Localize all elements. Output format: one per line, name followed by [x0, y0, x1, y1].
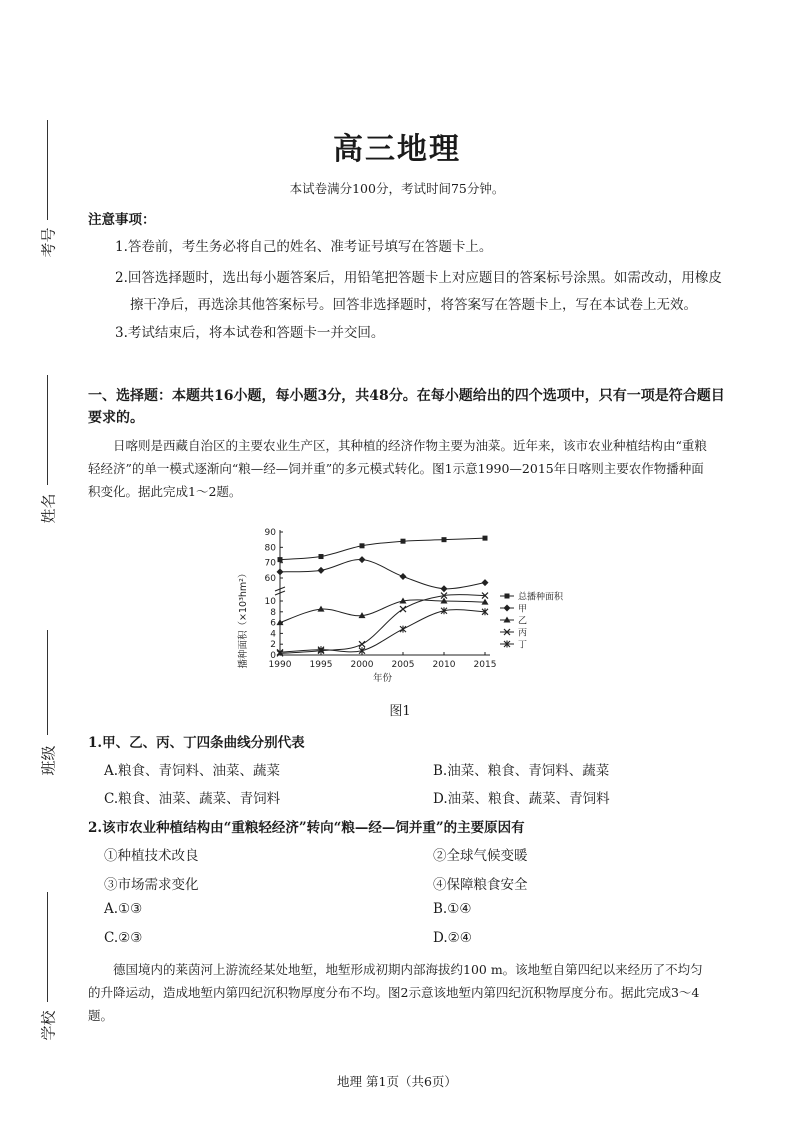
class-label: 班级 — [39, 745, 58, 776]
exam-info: 本试卷满分100分，考试时间75分钟。 — [289, 181, 505, 196]
x-axis-label: 年份 — [372, 673, 393, 684]
series-line-5 — [280, 610, 485, 653]
data-point — [400, 626, 406, 633]
y-tick-label: 90 — [264, 528, 276, 538]
y-tick-label: 8 — [270, 607, 276, 618]
section-heading: 一、选择题：本题共16小题，每小题3分，共48分。在每小题给出的四个选项中，只有一项是符合题目要求的。 — [88, 388, 725, 426]
notice-item-1: 1.答卷前，考生务必将自己的姓名、准考证号填写在答题卡上。 — [115, 239, 493, 255]
legend-label: 甲 — [518, 604, 528, 615]
series-line-4 — [280, 595, 485, 654]
q2-option-b: B.①④ — [433, 901, 472, 917]
name-label: 姓名 — [39, 493, 58, 524]
name-line — [47, 375, 48, 485]
y-axis-label: 播种面积（×10³hm²） — [238, 568, 249, 669]
data-point — [482, 579, 489, 586]
x-tick-label: 1995 — [309, 660, 333, 670]
data-point — [400, 573, 407, 580]
q2-option-a: A.①③ — [104, 901, 143, 917]
y-tick-label: 2 — [270, 640, 276, 651]
q1-option-a: A.粮食、青饲料、油菜、蔬菜 — [104, 763, 281, 779]
figure-1-chart — [230, 528, 580, 688]
y-tick-label: 4 — [270, 629, 276, 640]
q2-item-4: ④保障粮食安全 — [433, 877, 528, 893]
passage-2: 德国境内的莱茵河上游流经某处地堑，地堑形成初期内部海拔约100 m。该地堑自第四纪以来经历了不均匀的升降运动，造成地堑内第四纪沉积物厚度分布不均。图2示意该地堑内第四纪沉积物厚度分布。据此完成3～4题。 — [88, 962, 703, 1023]
q2-item-1: ①种植技术改良 — [104, 848, 199, 864]
x-tick-label: 2010 — [432, 660, 456, 670]
q1-option-d: D.油菜、粮食、蔬菜、青饲料 — [433, 791, 610, 807]
notice-item-2-cont: 擦干净后，再选涂其他答案标号。回答非选择题时，将答案写在答题卡上，写在本试卷上无效。 — [130, 297, 697, 313]
class-line — [47, 630, 48, 735]
question-2-stem: 2.该市农业种植结构由“重粮轻经济”转向“粮—经—饲并重”的主要原因有 — [88, 820, 525, 836]
x-tick-label: 2015 — [473, 660, 497, 670]
x-tick-label: 2005 — [391, 660, 415, 670]
q1-option-c: C.粮食、油菜、蔬菜、青饲料 — [104, 791, 281, 807]
y-tick-label: 0 — [270, 651, 276, 661]
data-point — [483, 536, 488, 541]
series-line-3 — [280, 600, 485, 623]
exam-no-label: 考号 — [39, 227, 58, 258]
notice-item-2: 2.回答选择题时，选出每小题答案后，用铅笔把答题卡上对应题目的答案标号涂黑。如需改动，用橡皮 — [115, 270, 722, 286]
question-1-stem: 1.甲、乙、丙、丁四条曲线分别代表 — [88, 735, 305, 751]
data-point — [359, 641, 365, 647]
legend-label: 总播种面积 — [518, 592, 564, 603]
legend-label: 乙 — [518, 616, 528, 627]
page-footer: 地理 第1页（共6页） — [337, 1074, 457, 1089]
q1-option-b: B.油菜、粮食、青饲料、蔬菜 — [433, 763, 610, 779]
y-tick-label: 60 — [264, 574, 276, 584]
page-title: 高三地理 — [333, 132, 461, 167]
legend-label: 丙 — [518, 628, 528, 639]
data-point — [318, 567, 325, 574]
legend-label: 丁 — [518, 640, 528, 651]
x-tick-label: 1990 — [268, 660, 292, 670]
y-tick-label: 70 — [264, 558, 276, 569]
school-label: 学校 — [39, 1010, 58, 1041]
q2-option-d: D.②④ — [433, 930, 472, 946]
data-point — [319, 554, 324, 559]
notice-item-3: 3.考试结束后，将本试卷和答题卡一并交回。 — [115, 325, 385, 341]
x-tick-label: 2000 — [350, 660, 374, 670]
passage-1: 日喀则是西藏自治区的主要农业生产区，其种植的经济作物主要为油菜。近年来，该市农业种植结构由“重粮轻经济”的单一模式逐渐向“粮—经—饲并重”的多元模式转化。图1示意1990—2015年日喀则主要农作物播种面积变化。据此完成1～2题。 — [88, 438, 707, 499]
series-line-2 — [280, 560, 485, 589]
figure-caption: 图1 — [389, 704, 411, 719]
data-point — [359, 556, 366, 563]
y-tick-label: 10 — [264, 597, 276, 607]
data-point — [401, 539, 406, 544]
legend-marker — [505, 594, 510, 599]
data-point — [360, 543, 365, 548]
q2-item-2: ②全球气候变暖 — [433, 848, 528, 864]
data-point — [442, 537, 447, 542]
q2-option-c: C.②③ — [104, 930, 143, 946]
school-line — [47, 892, 48, 1002]
y-tick-label: 80 — [264, 543, 276, 554]
legend-marker — [504, 605, 511, 612]
q2-item-3: ③市场需求变化 — [104, 877, 199, 893]
y-tick-label: 6 — [270, 618, 276, 629]
data-point — [400, 606, 406, 612]
series-line-1 — [280, 538, 485, 559]
data-point — [278, 557, 283, 562]
data-point — [277, 568, 284, 575]
data-point — [441, 585, 448, 592]
notice-heading: 注意事项： — [88, 212, 156, 228]
